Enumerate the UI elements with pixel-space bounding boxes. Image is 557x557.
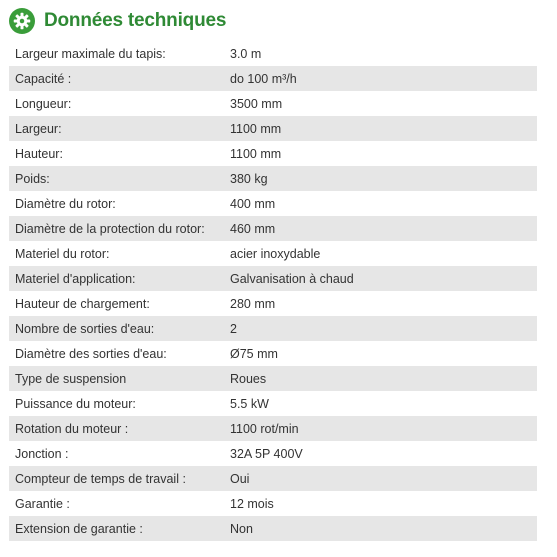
spec-value: Non: [228, 516, 537, 541]
table-row: [9, 66, 537, 91]
spec-label: Diamètre du rotor:: [15, 196, 116, 211]
spec-label: Type de suspension: [9, 366, 228, 391]
spec-value: Roues: [228, 366, 537, 391]
spec-label: Largeur maximale du tapis:: [15, 46, 166, 61]
table-row: [9, 491, 537, 516]
spec-label: Garantie :: [15, 496, 70, 511]
spec-value: 1100 mm: [228, 116, 537, 141]
spec-label: Rotation du moteur :: [9, 416, 228, 441]
table-row: [9, 516, 537, 541]
spec-value: 280 mm: [230, 296, 276, 311]
spec-value: Ø75 mm: [230, 346, 278, 361]
spec-label: Largeur:: [9, 116, 228, 141]
table-row: [9, 291, 537, 316]
spec-label: Poids:: [9, 166, 228, 191]
section-header: [9, 7, 226, 35]
spec-label: Puissance du moteur:: [15, 396, 136, 411]
spec-value: 1100 rot/min: [228, 416, 537, 441]
spec-value: 32A 5P 400V: [230, 446, 303, 461]
spec-label: Compteur de temps de travail :: [9, 466, 228, 491]
table-row: [9, 416, 537, 441]
spec-value: 1100 mm: [230, 146, 282, 161]
spec-label: Hauteur de chargement:: [15, 296, 150, 311]
spec-label: Nombre de sorties d'eau:: [9, 316, 228, 341]
table-row: [9, 266, 537, 291]
spec-value: 2: [228, 316, 537, 341]
spec-label: Materiel du rotor:: [15, 246, 110, 261]
spec-label: Extension de garantie :: [9, 516, 228, 541]
table-row: [9, 466, 537, 491]
table-row: [9, 391, 537, 416]
spec-value: Oui: [228, 466, 537, 491]
spec-value: acier inoxydable: [230, 246, 321, 261]
spec-label: Longueur:: [15, 96, 72, 111]
table-row: [9, 316, 537, 341]
spec-label: Diamètre des sorties d'eau:: [15, 346, 167, 361]
spec-value: Galvanisation à chaud: [228, 266, 537, 291]
table-row: [9, 341, 537, 366]
table-row: [9, 241, 537, 266]
spec-value: 400 mm: [230, 196, 276, 211]
spec-value: 5.5 kW: [230, 396, 269, 411]
spec-label: Materiel d'application:: [9, 266, 228, 291]
table-row: [9, 441, 537, 466]
spec-label: Capacité :: [9, 66, 228, 91]
table-row: [9, 116, 537, 141]
spec-value: 3500 mm: [230, 96, 283, 111]
table-row: [9, 166, 537, 191]
spec-value: 3.0 m: [230, 46, 262, 61]
table-row: [9, 91, 537, 116]
table-row: [9, 216, 537, 241]
table-row: [9, 41, 537, 66]
gear-icon: [9, 8, 35, 34]
spec-value: do 100 m³/h: [228, 66, 537, 91]
spec-label: Diamètre de la protection du rotor:: [9, 216, 228, 241]
spec-label: Jonction :: [15, 446, 69, 461]
table-row: [9, 141, 537, 166]
specs-table: [9, 41, 537, 541]
spec-value: 380 kg: [228, 166, 537, 191]
spec-label: Hauteur:: [15, 146, 63, 161]
table-row: [9, 191, 537, 216]
spec-value: 12 mois: [230, 496, 274, 511]
page-title: Données techniques: [44, 10, 227, 31]
table-row: [9, 366, 537, 391]
spec-value: 460 mm: [228, 216, 537, 241]
